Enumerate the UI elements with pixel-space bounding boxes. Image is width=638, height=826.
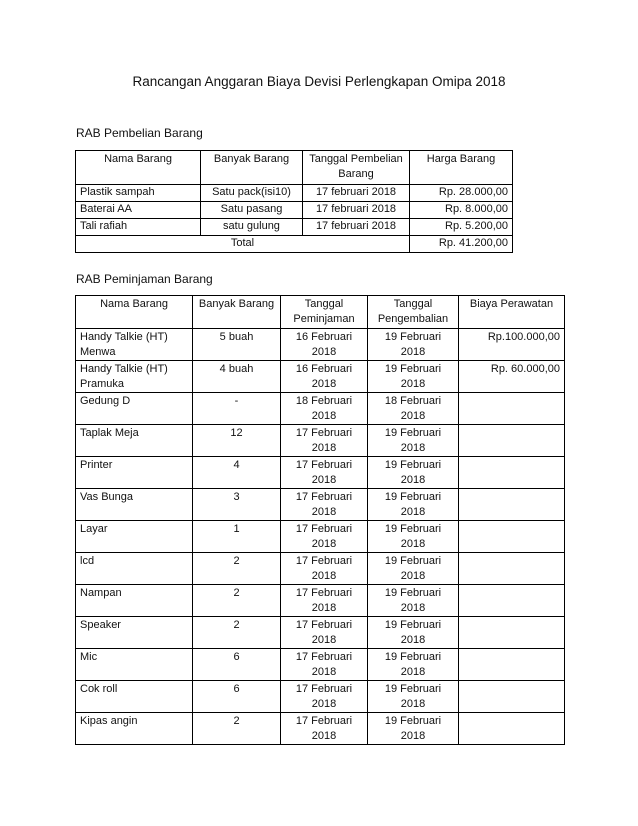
item-name-cell: Mic xyxy=(76,649,193,681)
table-row xyxy=(76,649,565,681)
table-row xyxy=(76,521,565,553)
loan-date-cell: 17 Februari 2018 xyxy=(281,489,368,521)
total-value: Rp. 41.200,00 xyxy=(410,236,513,253)
return-date-cell: 19 Februari 2018 xyxy=(368,585,459,617)
loan-header-cell: Banyak Barang xyxy=(193,296,281,329)
maintenance-cost-cell xyxy=(459,713,565,745)
date-cell: 17 februari 2018 xyxy=(303,219,410,236)
item-name-cell: Handy Talkie (HT) Menwa xyxy=(76,329,193,361)
quantity-cell: 3 xyxy=(193,489,281,521)
purchase-header-cell: Harga Barang xyxy=(410,151,513,185)
quantity-cell: Satu pack(isi10) xyxy=(201,185,303,202)
loan-date-cell: 17 Februari 2018 xyxy=(281,521,368,553)
return-date-cell: 19 Februari 2018 xyxy=(368,457,459,489)
return-date-cell: 19 Februari 2018 xyxy=(368,649,459,681)
maintenance-cost-cell xyxy=(459,457,565,489)
item-name-cell: Kipas angin xyxy=(76,713,193,745)
maintenance-cost-cell: Rp. 60.000,00 xyxy=(459,361,565,393)
loan-header-cell: Biaya Perawatan xyxy=(459,296,565,329)
item-name-cell: Gedung D xyxy=(76,393,193,425)
quantity-cell: 4 xyxy=(193,457,281,489)
table-row xyxy=(76,617,565,649)
quantity-cell: - xyxy=(193,393,281,425)
return-date-cell: 19 Februari 2018 xyxy=(368,713,459,745)
item-name-cell: Vas Bunga xyxy=(76,489,193,521)
item-name-cell: Nampan xyxy=(76,585,193,617)
quantity-cell: Satu pasang xyxy=(201,202,303,219)
purchase-header-cell: Tanggal Pembelian Barang xyxy=(303,151,410,185)
return-date-cell: 19 Februari 2018 xyxy=(368,425,459,457)
return-date-cell: 19 Februari 2018 xyxy=(368,553,459,585)
quantity-cell: 2 xyxy=(193,713,281,745)
table-row xyxy=(76,393,565,425)
loan-section-label: RAB Peminjaman Barang xyxy=(76,272,213,286)
loan-table-header-row xyxy=(76,296,565,329)
purchase-table-header-row xyxy=(76,151,513,185)
loan-date-cell: 17 Februari 2018 xyxy=(281,585,368,617)
loan-header-cell: Nama Barang xyxy=(76,296,193,329)
document-title: Rancangan Anggaran Biaya Devisi Perlengkapan Omipa 2018 xyxy=(132,74,506,89)
price-cell: Rp. 5.200,00 xyxy=(410,219,513,236)
item-name-cell: Handy Talkie (HT) Pramuka xyxy=(76,361,193,393)
date-cell: 17 februari 2018 xyxy=(303,185,410,202)
loan-date-cell: 17 Februari 2018 xyxy=(281,713,368,745)
loan-date-cell: 17 Februari 2018 xyxy=(281,553,368,585)
quantity-cell: 1 xyxy=(193,521,281,553)
purchase-header-cell: Nama Barang xyxy=(76,151,201,185)
return-date-cell: 19 Februari 2018 xyxy=(368,329,459,361)
return-date-cell: 19 Februari 2018 xyxy=(368,361,459,393)
price-cell: Rp. 28.000,00 xyxy=(410,185,513,202)
maintenance-cost-cell xyxy=(459,681,565,713)
item-name-cell: Cok roll xyxy=(76,681,193,713)
loan-header-cell: Tanggal Peminjaman xyxy=(281,296,368,329)
purchase-section-label: RAB Pembelian Barang xyxy=(76,126,203,140)
table-row xyxy=(76,185,513,202)
quantity-cell: 2 xyxy=(193,617,281,649)
item-name-cell: Layar xyxy=(76,521,193,553)
quantity-cell: satu gulung xyxy=(201,219,303,236)
item-name-cell: lcd xyxy=(76,553,193,585)
item-name-cell: Plastik sampah xyxy=(76,185,201,202)
item-name-cell: Tali rafiah xyxy=(76,219,201,236)
loan-header-cell: Tanggal Pengembalian xyxy=(368,296,459,329)
maintenance-cost-cell xyxy=(459,393,565,425)
loan-date-cell: 17 Februari 2018 xyxy=(281,617,368,649)
maintenance-cost-cell xyxy=(459,553,565,585)
item-name-cell: Taplak Meja xyxy=(76,425,193,457)
maintenance-cost-cell xyxy=(459,425,565,457)
quantity-cell: 5 buah xyxy=(193,329,281,361)
quantity-cell: 2 xyxy=(193,585,281,617)
maintenance-cost-cell xyxy=(459,617,565,649)
loan-table xyxy=(75,295,565,745)
loan-date-cell: 17 Februari 2018 xyxy=(281,457,368,489)
loan-date-cell: 16 Februari 2018 xyxy=(281,361,368,393)
price-cell: Rp. 8.000,00 xyxy=(410,202,513,219)
loan-date-cell: 18 Februari 2018 xyxy=(281,393,368,425)
loan-date-cell: 17 Februari 2018 xyxy=(281,649,368,681)
table-row xyxy=(76,425,565,457)
maintenance-cost-cell: Rp.100.000,00 xyxy=(459,329,565,361)
table-row xyxy=(76,489,565,521)
purchase-table xyxy=(75,150,513,253)
maintenance-cost-cell xyxy=(459,649,565,681)
item-name-cell: Speaker xyxy=(76,617,193,649)
table-row xyxy=(76,713,565,745)
table-row xyxy=(76,553,565,585)
table-row xyxy=(76,219,513,236)
return-date-cell: 19 Februari 2018 xyxy=(368,617,459,649)
item-name-cell: Baterai AA xyxy=(76,202,201,219)
table-row xyxy=(76,202,513,219)
quantity-cell: 2 xyxy=(193,553,281,585)
quantity-cell: 6 xyxy=(193,681,281,713)
table-row xyxy=(76,585,565,617)
table-row xyxy=(76,681,565,713)
return-date-cell: 19 Februari 2018 xyxy=(368,489,459,521)
table-row xyxy=(76,361,565,393)
loan-date-cell: 17 Februari 2018 xyxy=(281,425,368,457)
loan-date-cell: 16 Februari 2018 xyxy=(281,329,368,361)
return-date-cell: 19 Februari 2018 xyxy=(368,681,459,713)
table-row xyxy=(76,329,565,361)
total-row xyxy=(76,236,513,253)
return-date-cell: 18 Februari 2018 xyxy=(368,393,459,425)
return-date-cell: 19 Februari 2018 xyxy=(368,521,459,553)
table-row xyxy=(76,457,565,489)
maintenance-cost-cell xyxy=(459,521,565,553)
total-label: Total xyxy=(76,236,410,253)
maintenance-cost-cell xyxy=(459,585,565,617)
quantity-cell: 6 xyxy=(193,649,281,681)
quantity-cell: 4 buah xyxy=(193,361,281,393)
item-name-cell: Printer xyxy=(76,457,193,489)
maintenance-cost-cell xyxy=(459,489,565,521)
quantity-cell: 12 xyxy=(193,425,281,457)
date-cell: 17 februari 2018 xyxy=(303,202,410,219)
purchase-header-cell: Banyak Barang xyxy=(201,151,303,185)
loan-date-cell: 17 Februari 2018 xyxy=(281,681,368,713)
